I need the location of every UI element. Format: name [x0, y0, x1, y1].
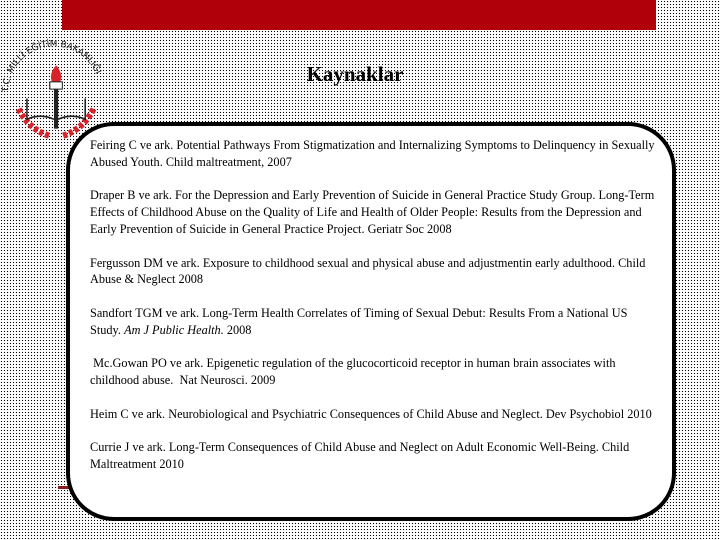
reference-item: Mc.Gowan PO ve ark. Epigenetic regulation of the glucocorticoid receptor in human brain associates with childhood abuse. Nat Neurosci. 2009 [90, 356, 619, 388]
header-red-bar [62, 0, 656, 30]
reference-item: Heim C ve ark. Neurobiological and Psychiatric Consequences of Child Abuse and Neglect. Dev Psychobiol 2010 [90, 406, 652, 421]
reference-item: Sandfort TGM ve ark. Long-Term Health Correlates of Timing of Sexual Debut: Results From a National US Study. Am J Public Health. 2008 [90, 305, 628, 337]
slide-title: Kaynaklar [306, 62, 404, 86]
reference-item: Fergusson DM ve ark. Exposure to childhood sexual and physical abuse and adjustmentin early adulthood. Child Abuse & Neglect 2008 [90, 255, 646, 287]
ministry-logo-icon [2, 34, 106, 138]
reference-item: Feiring C ve ark. Potential Pathways From Stigmatization and Internalizing Symptoms to Delinquency in Sexually Abused Youth. Child maltreatment, 2007 [90, 138, 655, 169]
reference-item: Draper B ve ark. For the Depression and Early Prevention of Suicide in General Practice Study Group. Long-Term Effects of Childhood Abuse on the Quality of Life and Health of Older People: Results from the Depression and Early Prevention of Suicide in General Practice Project. Geriatr Soc 2008 [90, 188, 655, 236]
reference-item: Currie J ve ark. Long-Term Consequences of Child Abuse and Neglect on Adult Economic Well-Being. Child Maltreatment 2010 [90, 440, 630, 472]
logo-text: T.C. MİLLİ EĞİTİM BAKANLIĞI [1, 39, 103, 93]
references-list [90, 137, 655, 490]
